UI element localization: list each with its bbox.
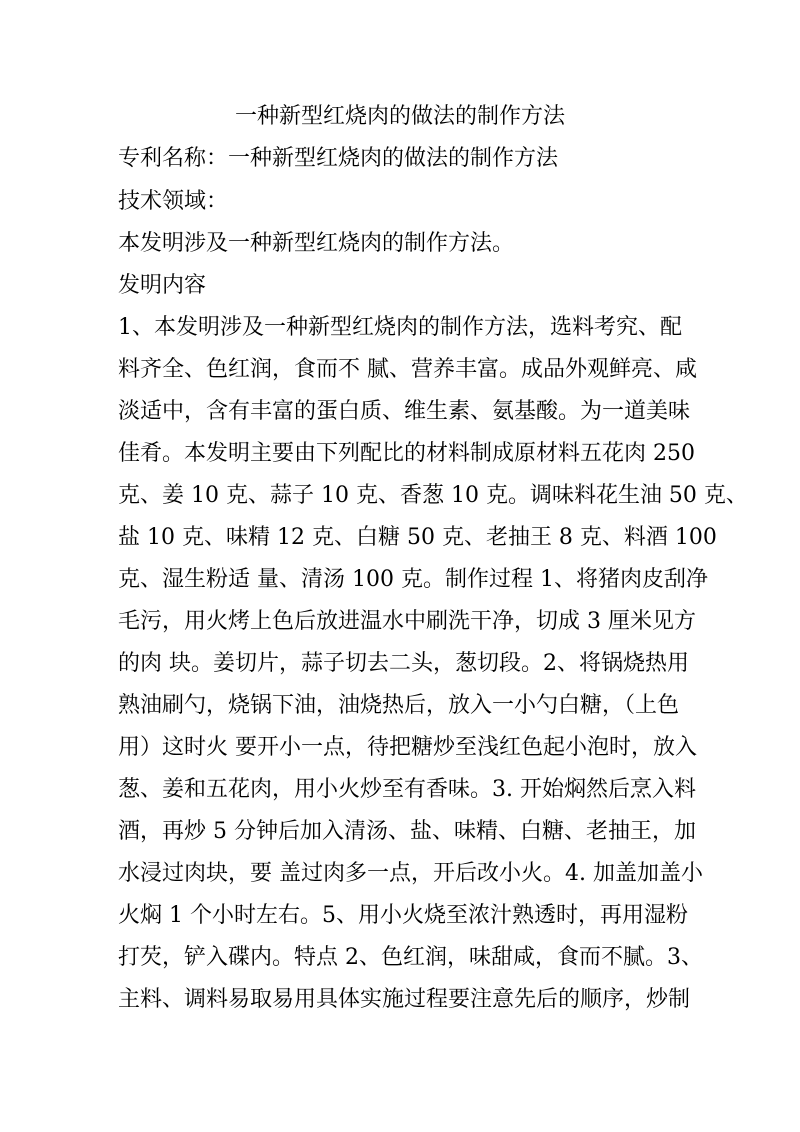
text-line: 主料、调料易取易用具体实施过程要注意先后的顺序，炒制: [118, 987, 691, 1012]
text-line: 料齐全、色红润，食而不 腻、营养丰富。成品外观鲜亮、咸: [118, 357, 697, 382]
text-line: 用）这时火 要开小一点，待把糖炒至浅红色起小泡时，放入: [118, 735, 697, 760]
text-line: 发明内容: [118, 273, 207, 298]
text-line: 的肉 块。姜切片，蒜子切去二头，葱切段。2、将锅烧热用: [118, 651, 689, 676]
text-line: 技术领域：: [118, 189, 229, 214]
text-line: 火焖 1 个小时左右。5、用小火烧至浓汁熟透时，再用湿粉: [118, 903, 688, 928]
text-line: 克、姜 10 克、蒜子 10 克、香葱 10 克。调味料花生油 50 克、: [118, 483, 748, 508]
text-line: 1、本发明涉及一种新型红烧肉的制作方法，选料考究、配: [118, 315, 682, 340]
text-line: 熟油刷勺，烧锅下油，油烧热后，放入一小勺白糖，（上色: [118, 693, 680, 718]
text-line: 打芡，铲入碟内。特点 2、色红润，味甜咸，食而不腻。3、: [118, 945, 703, 970]
text-line: 水浸过肉块，要 盖过肉多一点，开后改小火。4. 加盖加盖小: [118, 861, 703, 886]
text-line: 专利名称：一种新型红烧肉的做法的制作方法: [118, 146, 559, 171]
text-line: 佳肴。本发明主要由下列配比的材料制成原材料五花肉 250: [118, 441, 695, 466]
document-title: 一种新型红烧肉的做法的制作方法: [234, 104, 565, 129]
text-line: 盐 10 克、味精 12 克、白糖 50 克、老抽王 8 克、料酒 100: [118, 525, 717, 550]
text-line: 酒，再炒 5 分钟后加入清汤、盐、味精、白糖、老抽王，加: [118, 819, 696, 844]
text-line: 毛污，用火烤上色后放进温水中刷洗干净，切成 3 厘米见方: [118, 609, 696, 634]
text-line: 葱、姜和五花肉，用小火炒至有香味。3. 开始焖然后烹入料: [118, 777, 696, 802]
text-line: 克、湿生粉适 量、清汤 100 克。制作过程 1、将猪肉皮刮净: [118, 567, 708, 592]
text-line: 本发明涉及一种新型红烧肉的制作方法。: [118, 231, 515, 256]
text-line: 淡适中，含有丰富的蛋白质、维生素、氨基酸。为一道美味: [118, 399, 691, 424]
